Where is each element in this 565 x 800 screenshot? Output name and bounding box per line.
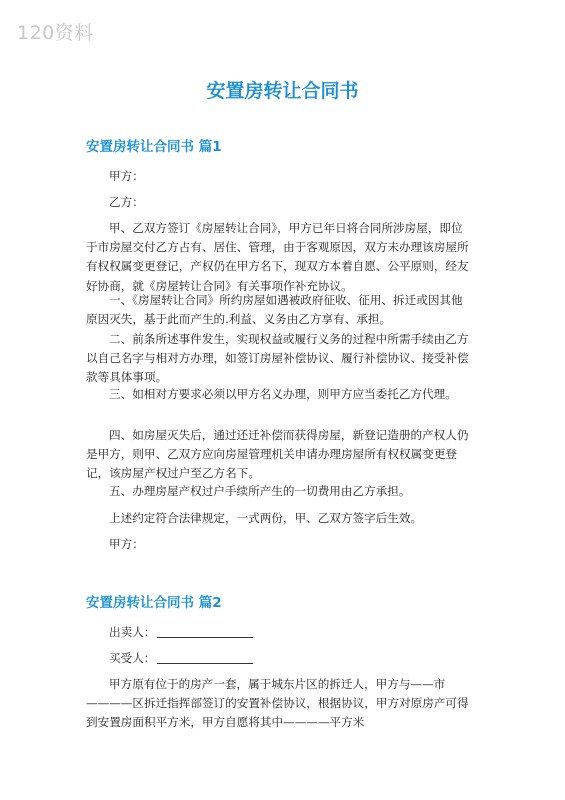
- buyer-blank-line: [157, 650, 253, 664]
- section-2-heading: 安置房转让合同书 篇2: [86, 595, 222, 611]
- buyer-line: [86, 649, 474, 668]
- seller-line: [86, 623, 474, 642]
- section-1-intro: 甲、乙双方签订《房屋转让合同》，甲方已年日将合同所涉房屋，即位于市房屋交付乙方占有、居住、管理，由于客观原因，双方未办理该房屋所有权权属变更登记，产权仍在甲方名下，现双方本着自愿、公平原则，经友好协商，就《房屋转让合同》有关事项作补充协议。: [86, 221, 469, 293]
- signature-party-a: 甲方：: [109, 537, 144, 551]
- section-2-intro: 甲方原有位于的房产一套，属于城东片区的拆迁人，甲方与——市————区拆迁指挥部签订的安置补偿协议，根据协议，甲方对原房产可得到安置房面积平方米，甲方自愿将其中————平方米: [86, 677, 469, 730]
- clause-4: 四、如房屋灭失后，通过还迁补偿而获得房屋，新登记造册的产权人仍是甲方，则甲、乙双方应向房屋管理机关申请办理房屋所有权权属变更登记，该房屋产权过户至乙方名下。: [86, 428, 469, 481]
- buyer-label: 买受人：: [109, 651, 156, 665]
- clause-3: 三、如相对方要求必须以甲方名义办理，则甲方应当委托乙方代理。: [109, 387, 457, 401]
- clause-5: 五、办理房屋产权过户手续所产生的一切费用由乙方承担。: [109, 484, 411, 498]
- watermark-logo: 120资料: [17, 22, 94, 44]
- party-a-line: 甲方：: [109, 169, 144, 183]
- seller-blank-line: [157, 624, 253, 638]
- clause-1: 一、《房屋转让合同》所约房屋如遇被政府征收、征用、拆迁或因其他原因灭失，基于此而产生的.利益、义务由乙方享有、承担。: [86, 293, 463, 327]
- seller-label: 出卖人：: [109, 625, 156, 639]
- closing-statement: 上述约定符合法律规定，一式两份，甲、乙双方签字后生效。: [109, 511, 423, 525]
- clause-2: 二、前条所述事件发生，实现权益或履行义务的过程中所需手续由乙方以自己名字与相对方办理，如签订房屋补偿协议、履行补偿协议、接受补偿款等具体事项。: [86, 332, 469, 385]
- party-b-line: 乙方：: [109, 195, 144, 209]
- section-1-heading: 安置房转让合同书 篇1: [86, 139, 222, 155]
- document-title: 安置房转让合同书: [206, 80, 359, 102]
